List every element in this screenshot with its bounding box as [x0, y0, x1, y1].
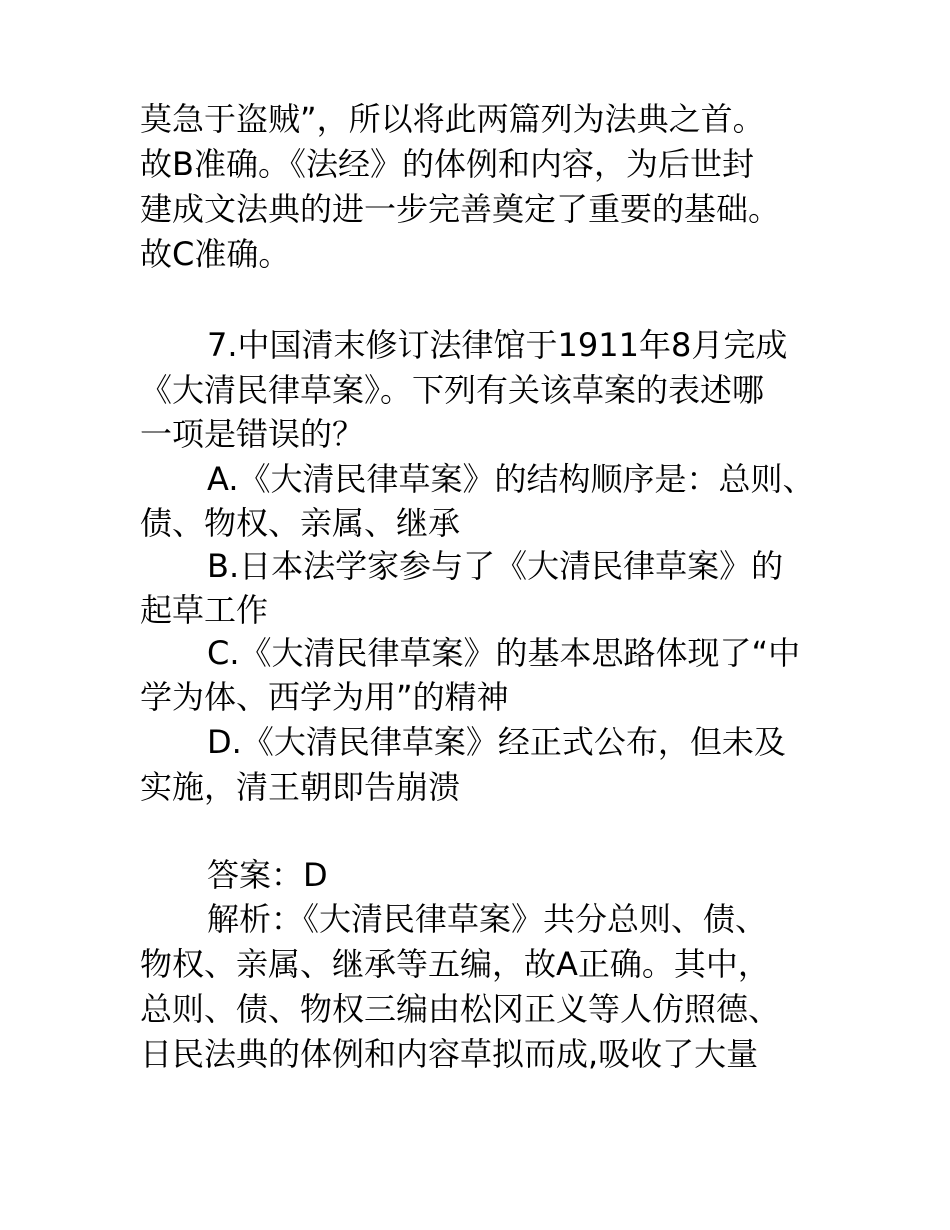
- question-stem-line: 7.中国清末修订法律馆于1911年8月完成: [207, 326, 788, 364]
- previous-explanation-line: 建成文法典的进一步完善奠定了重要的基础。: [140, 190, 781, 228]
- option-c-line: 学为体、西学为用”的精神: [140, 678, 509, 716]
- option-a-line: A.《大清民律草案》的结构顺序是：总则、: [207, 460, 815, 498]
- option-a-line: 债、物权、亲属、继承: [140, 504, 461, 542]
- option-b-line: 起草工作: [140, 591, 269, 629]
- analysis-line: 日民法典的体例和内容草拟而成,吸收了大量: [140, 1035, 759, 1073]
- previous-explanation-line: 故B准确。《法经》的体例和内容，为后世封: [140, 145, 754, 183]
- question-stem-line: 《大清民律草案》。下列有关该草案的表述哪: [140, 371, 765, 409]
- option-d-line: 实施，清王朝即告崩溃: [140, 768, 461, 806]
- previous-explanation-line: 故C准确。: [140, 235, 291, 273]
- option-b-line: B.日本法学家参与了《大清民律草案》的: [207, 547, 784, 585]
- analysis-line: 物权、亲属、继承等五编，故A正确。其中，: [140, 945, 770, 983]
- analysis-line: 总则、债、物权三编由松冈正义等人仿照德、: [140, 990, 781, 1028]
- answer-line: 答案：D: [207, 856, 328, 894]
- question-stem-line: 一项是错误的？: [140, 415, 365, 453]
- option-c-line: C.《大清民律草案》的基本思路体现了“中: [207, 634, 801, 672]
- option-d-line: D.《大清民律草案》经正式公布，但未及: [207, 723, 786, 761]
- previous-explanation-line: 莫急于盗贼”，所以将此两篇列为法典之首。: [140, 100, 765, 138]
- analysis-line: 解析：《大清民律草案》共分总则、债、: [207, 900, 768, 938]
